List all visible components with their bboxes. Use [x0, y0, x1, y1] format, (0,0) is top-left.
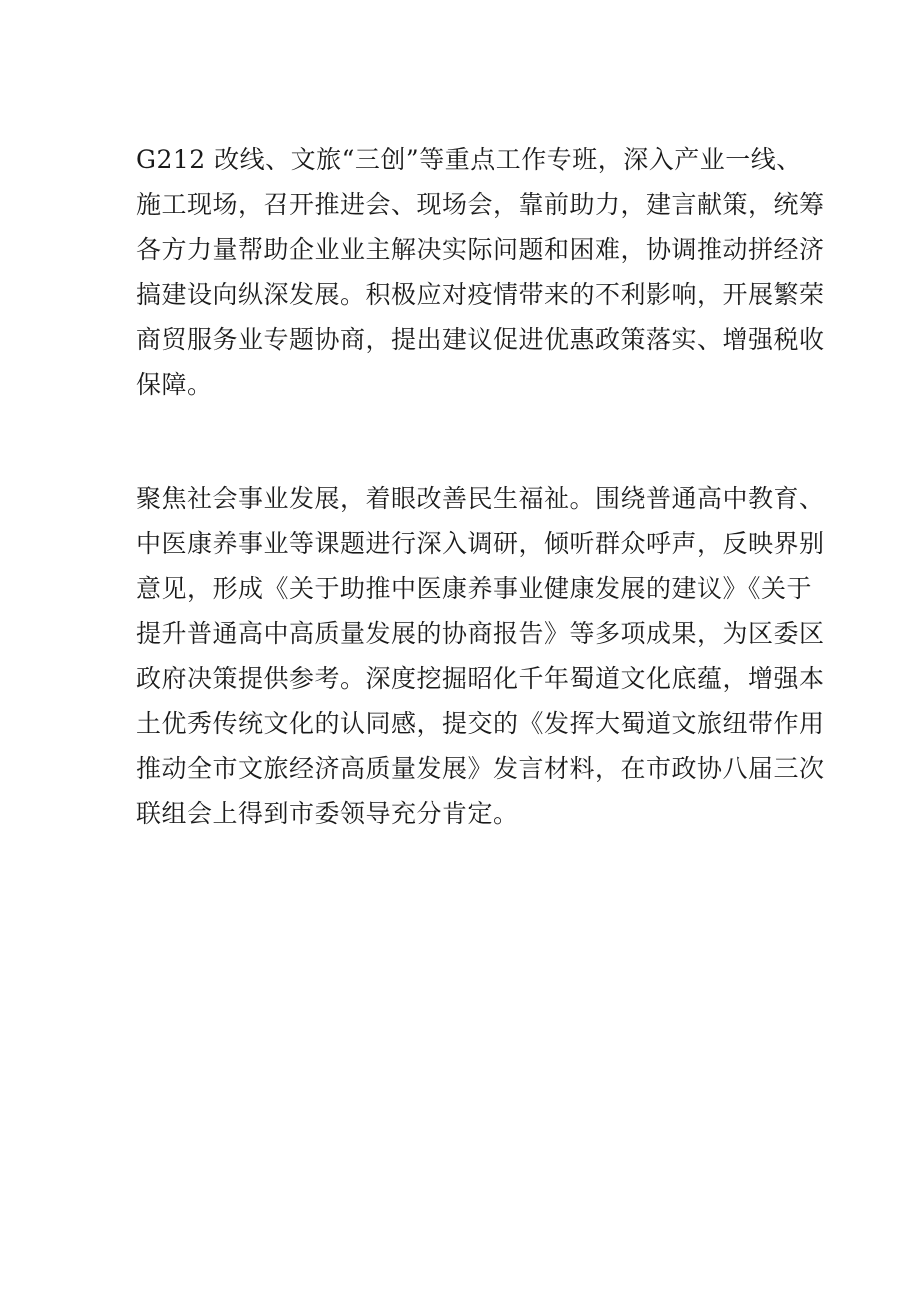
paragraph-2: [136, 476, 825, 836]
text-line: G212 改线、文旅“三创”等重点工作专班，深入产业一线、: [136, 145, 802, 174]
text-line: 中医康养事业等课题进行深入调研，倾听群众呼声，反映界别: [136, 529, 825, 558]
paragraph-1: [136, 137, 825, 407]
text-line: 推动全市文旅经济高质量发展》发言材料，在市政协八届三次: [136, 754, 825, 783]
text-line: 施工现场，召开推进会、现场会，靠前助力，建言献策，统筹: [136, 190, 825, 219]
text-line: 搞建设向纵深发展。积极应对疫情带来的不利影响，开展繁荣: [136, 280, 825, 309]
text-line: 各方力量帮助企业业主解决实际问题和困难，协调推动拼经济: [136, 235, 825, 264]
text-line: 联组会上得到市委领导充分肯定。: [136, 799, 519, 828]
text-line: 聚焦社会事业发展，着眼改善民生福祉。围绕普通高中教育、: [136, 484, 825, 513]
text-line: 保障。: [136, 370, 213, 399]
text-line: 政府决策提供参考。深度挖掘昭化千年蜀道文化底蕴，增强本: [136, 664, 825, 693]
text-line: 提升普通高中高质量发展的协商报告》等多项成果，为区委区: [136, 619, 825, 648]
text-line: 意见，形成《关于助推中医康养事业健康发展的建议》《关于: [136, 574, 813, 603]
text-line: 土优秀传统文化的认同感，提交的《发挥大蜀道文旅纽带作用: [136, 709, 825, 738]
text-line: 商贸服务业专题协商，提出建议促进优惠政策落实、增强税收: [136, 325, 825, 354]
